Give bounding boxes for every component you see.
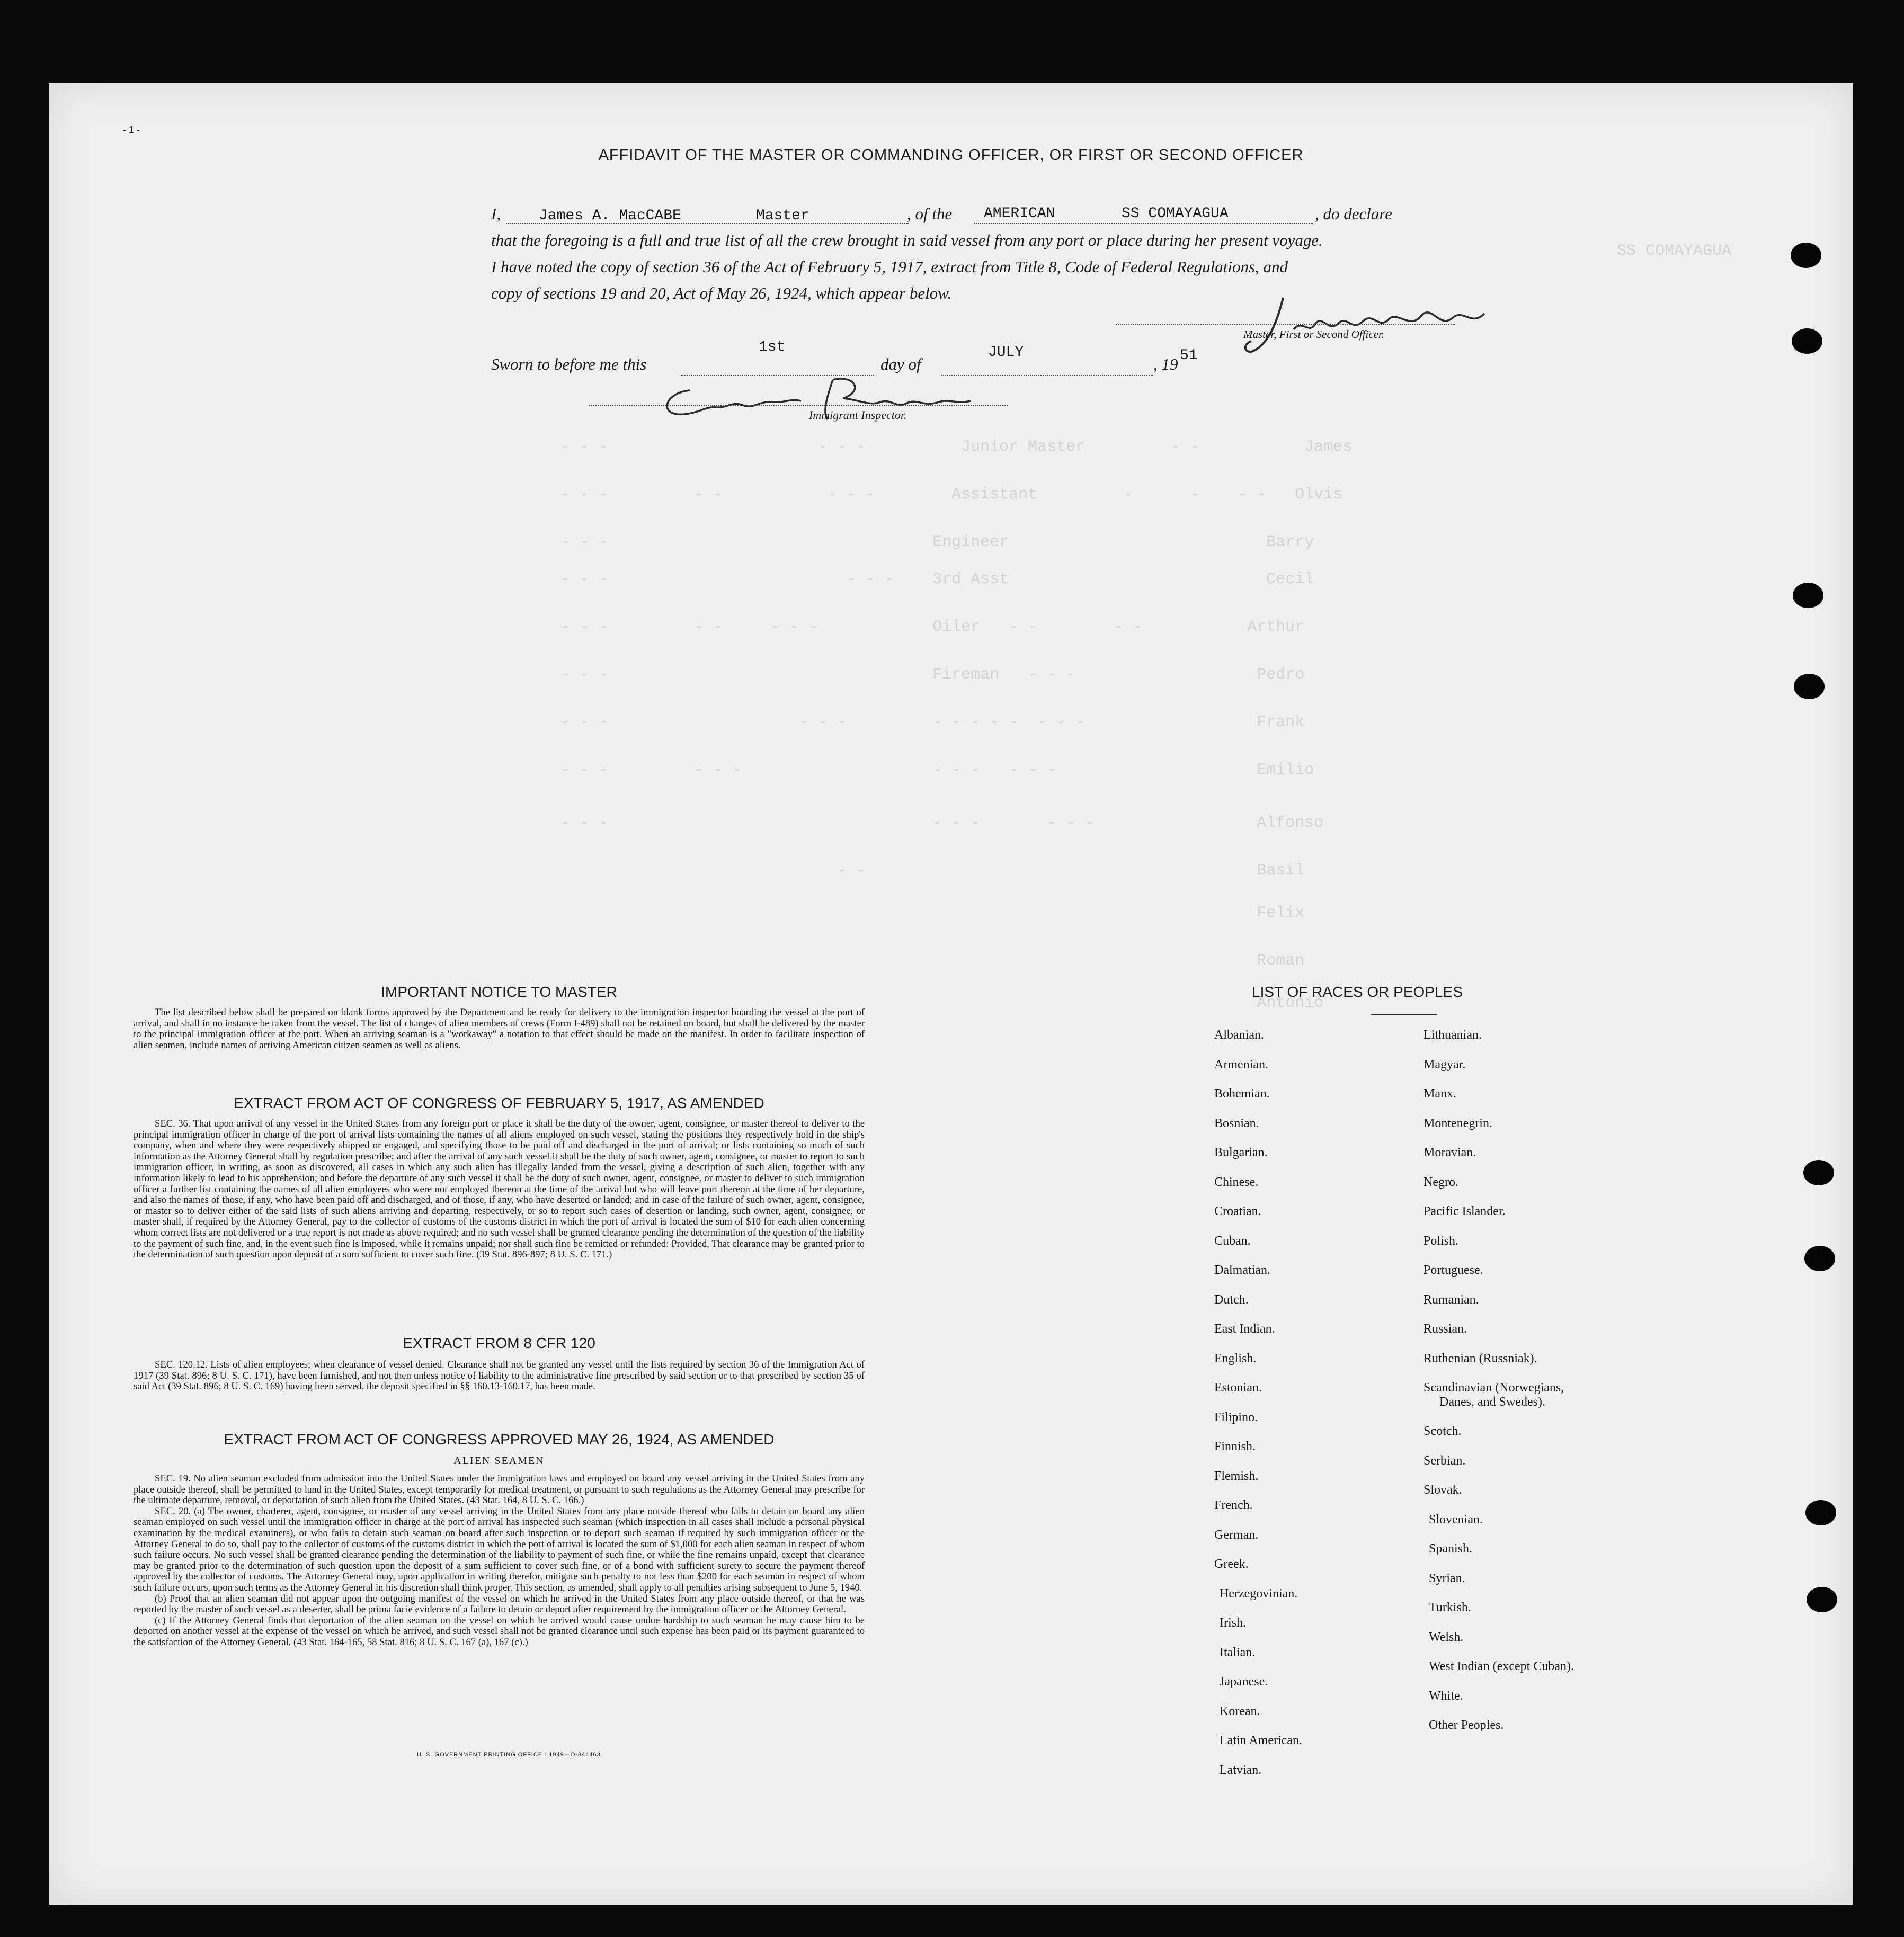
extract-1924-heading: EXTRACT FROM ACT OF CONGRESS APPROVED MAY 26, 1924, AS AMENDED [224, 1431, 775, 1448]
binder-hole [1805, 1500, 1836, 1525]
race-item: Spanish. [1429, 1542, 1473, 1556]
notice-text: The list described below shall be prepared on blank forms approved by the Department and be ready for delivery to the immigration inspector boarding the vessel at the port of arrival, and shall in no instance be taken from the vessel. The list of changes of alien members of crews (Form I-489) shall not be retained on board, but shall be delivered by the master to the principal immigration officer at the port. When an arriving seaman is a "workaway" a notation to that effect should be made on the manifest. In order to facilitate inspection of alien seamen, include names of arriving American citizen seamen as well as aliens. [134, 1007, 865, 1051]
race-item: Magyar. [1423, 1057, 1466, 1072]
extract-cfr-heading: EXTRACT FROM 8 CFR 120 [403, 1335, 595, 1351]
race-item: Other Peoples. [1429, 1718, 1504, 1733]
races-heading: LIST OF RACES OR PEOPLES [1252, 984, 1463, 1000]
race-item: Turkish. [1429, 1601, 1471, 1615]
printer-credit: U. S. GOVERNMENT PRINTING OFFICE : 1949—O-844463 [417, 1752, 601, 1758]
race-item: Chinese. [1214, 1175, 1259, 1189]
notice-section [134, 1007, 865, 1051]
binder-hole [1791, 243, 1821, 268]
binder-hole [1794, 674, 1825, 699]
race-item: Filipino. [1214, 1410, 1258, 1424]
race-item: Japanese. [1220, 1675, 1268, 1689]
inspector-signature-line [589, 405, 1008, 406]
race-item: Armenian. [1214, 1057, 1268, 1072]
extract-1924-section [134, 1474, 865, 1648]
race-item: Bosnian. [1214, 1116, 1259, 1130]
race-item: Lithuanian. [1423, 1028, 1482, 1042]
race-item: Polish. [1423, 1234, 1459, 1248]
sworn-month: JULY [988, 344, 1024, 361]
extract-1917-text: SEC. 36. That upon arrival of any vessel in the United States from any foreign port or place it shall be the duty of the owner, agent, consignee, or master thereof to deliver to the principal immigration officer in charge of the port of arrival lists containing the names of all aliens employed on such vessel, stating the positions they respectively hold in the ship's company, when and where they were respectively shipped or engaged, and specifying those to be paid off and discharged in the port of arrival; or lists containing so much of such information as the Attorney General shall by regulation prescribe; and after the arrival of any such vessel it shall be the duty of such owner, agent, consignee, or master to report to such immigration officer, in writing, as soon as discovered, all cases in which any such alien has illegally landed from the vessel, giving a description of such alien, together with any information likely to lead to his apprehension; and before the departure of any such vessel it shall be the duty of such owner, agent, consignee, or master to deliver to such immigration officer a further list containing the names of all alien employees who were not employed thereon at the time of the arrival but who will leave port thereon at the time of her departure, and also the names of those, if any, who have been paid off and discharged, and of those, if any, who have deserted or landed; and in case of the failure of such owner, agent, consignee, or master so to deliver either of the said lists of such aliens arriving and departing, respectively, or so to report such cases of desertion or landing, such owner, agent, consignee, or master shall, if required by the Attorney General, pay to the collector of customs of the customs district in which the port of arrival is located the sum of $10 for each alien concerning whom correct lists are not delivered or a true report is not made as above required; and no such vessel shall be granted clearance pending the determination of the question of the liability to the payment of such fine, and, in the event such fine is imposed, while it remains unpaid; nor shall such fine be remitted or refunded: Provided, That clearance may be granted prior to the determination of such question upon deposit of a sum sufficient to cover such fine. (39 Stat. 896-897; 8 U. S. C. 171.) [134, 1118, 865, 1261]
vessel-nationality: AMERICAN [984, 206, 1055, 222]
race-item: Manx. [1423, 1087, 1456, 1101]
race-item: Italian. [1220, 1645, 1256, 1659]
vessel-name: SS COMAYAGUA [1122, 206, 1229, 222]
race-item: Danes, and Swedes). [1439, 1395, 1545, 1409]
declaration-line-1 [491, 201, 1498, 227]
race-item: Korean. [1220, 1704, 1260, 1718]
race-item: Greek. [1214, 1557, 1249, 1571]
race-item: Bohemian. [1214, 1087, 1270, 1101]
alien-seamen-subheading: ALIEN SEAMEN [453, 1455, 545, 1467]
binder-hole [1807, 1587, 1837, 1612]
master-signature-line [1116, 324, 1455, 325]
race-item: Bulgarian. [1214, 1146, 1268, 1159]
i-label: I, [491, 204, 501, 223]
day-of-label: day of [880, 355, 921, 373]
master-rank: Master [756, 208, 809, 224]
race-item: Estonian. [1214, 1381, 1262, 1395]
declaration-line-2: that the foregoing is a full and true list of all the crew brought in said vessel from any port or place during her present voyage. [491, 231, 1323, 249]
race-item: Scotch. [1423, 1424, 1462, 1439]
race-item: Herzegovinian. [1220, 1586, 1298, 1601]
race-item: German. [1214, 1528, 1259, 1542]
sec19-text: SEC. 19. No alien seaman excluded from admission into the United States under the immigration laws and employed on board any vessel arriving in the United States from any place outside thereof, shall be permitted to land in the United States, except temporarily for medical treatment, or pursuant to such regulations as the Attorney General may prescribe for the ultimate departure, removal, or deportation of such alien from the United States. (43 Stat. 164, 8 U. S. C. 166.) [134, 1473, 865, 1506]
sworn-day: 1st [759, 339, 786, 355]
race-item: Dutch. [1214, 1292, 1249, 1307]
extract-1917-section [134, 1119, 865, 1261]
page-corner-mark: - 1 - [123, 124, 140, 135]
affidavit-declaration [491, 201, 1498, 307]
master-caption: Master, First or Second Officer. [1243, 328, 1384, 341]
binder-hole [1793, 583, 1823, 608]
race-item: Flemish. [1214, 1469, 1259, 1483]
do-declare-label: , do declare [1315, 204, 1393, 223]
race-item: Ruthenian (Russniak). [1423, 1351, 1537, 1365]
race-item: Scandinavian (Norwegians, [1423, 1381, 1564, 1395]
race-item: Cuban. [1214, 1234, 1251, 1248]
race-item: Syrian. [1429, 1571, 1465, 1585]
sworn-label: Sworn to before me this [491, 355, 647, 373]
inspector-caption: Immigrant Inspector. [809, 408, 907, 422]
race-item: Pacific Islander. [1423, 1204, 1506, 1218]
race-item: Albanian. [1214, 1028, 1264, 1042]
affidavit-title: AFFIDAVIT OF THE MASTER OR COMMANDING OFFICER, OR FIRST OR SECOND OFFICER [598, 147, 1304, 164]
race-item: Negro. [1423, 1175, 1458, 1189]
race-item: Croatian. [1214, 1204, 1261, 1218]
race-item: Welsh. [1429, 1630, 1464, 1644]
race-item: Irish. [1220, 1616, 1246, 1630]
declaration-line-3: I have noted the copy of section 36 of the Act of February 5, 1917, extract from Title 8, Code of Federal Regulations, and [491, 257, 1288, 276]
race-item: English. [1214, 1351, 1257, 1365]
race-item: Slovak. [1423, 1483, 1462, 1497]
of-the-label: , of the [907, 204, 953, 223]
race-item: Montenegrin. [1423, 1116, 1492, 1130]
race-item: White. [1429, 1689, 1463, 1703]
binder-hole [1792, 328, 1822, 354]
races-divider [1371, 1014, 1437, 1015]
race-item: Slovenian. [1429, 1512, 1483, 1527]
race-item: Latvian. [1220, 1763, 1262, 1777]
binder-hole [1804, 1246, 1835, 1271]
year-prefix: , 19 [1153, 355, 1178, 373]
sec20a-text: SEC. 20. (a) The owner, charterer, agent, consignee, or master of any vessel arriving in the United States from any place outside thereof who fails to detain on board any alien seaman employed on such vessel until the immigration officer in charge at the port of arrival has inspected such seaman (which inspection in all cases shall include a personal physical examination by the medical examiners), or who fails to detain such seaman on board after such inspection or to deport such seaman if required by such immigration officer or the Attorney General to do so, shall pay to the collector of customs of the customs district in which the port of arrival is located the sum of $1,000 for each alien seaman in respect of whom such failure occurs. No such vessel shall be granted clearance pending the determination of the liability to payment of such fine, or while the fine remains unpaid, except that clearance may be granted prior to the determination of such question upon the deposit of a sum sufficient to cover such fine, or of a bond with sufficient surety to secure the payment thereof approved by the collector of customs. The Attorney General may, upon application in writing therefor, mitigate such penalty to not less than $200 for each seaman in respect of whom such failure occurs, upon such terms as the Attorney General in his discretion shall think proper. This section, as amended, shall apply to all penalties arising subsequent to June 5, 1940. [134, 1505, 865, 1593]
race-item: Latin American. [1220, 1734, 1302, 1747]
document-sheet: - - - - - - Junior Master - - James - - - - - - - - Assistant - - - - Olvis - - - Engineer Barry - - - - - - 3rd Asst Cecil - - - - - - - - Oiler - - - - Arthur - - - Fireman - - - Pedro - - - - - - - - - - - - - - Frank - - - - - - - - - - - - Emilio - - - - - - - - - Alfonso - - Basil Felix Roman Antonio SS COMAYAGUA - 1 - AFFIDAVIT OF THE MASTER OR COMMANDING OFFICER, OR FIRST OR SECOND OFFICER I, James A. MacCABE Master , of the AMERICAN SS COMAYAGUA , do declare that the foregoing is a full and true list of all the crew brought in said vessel from any port or place during her present voyage. I have noted the copy of section 36 of the Act of February 5, 1917, extract from Title 8, Code of Federal Regulations, and copy of sections 19 and 20, Act of May 26, 1924, which appear below. Master, First or Second Officer. Sworn to before me this 1st day of JULY , 19 51 Immigrant Inspector. IMPORTANT NOTICE TO MASTER The list described below shall be prepared on blank forms approved by the Department and be ready for delivery to the immigration inspector boarding the vessel at the port of arrival, and shall in no instance be taken from the vessel. The list of changes of alien members of crews (Form I-489) shall not be retained on board, but shall be delivered by the master to the principal immigration officer at the port. When an arriving seaman is a "workaway" a notation to that effect should be made on the manifest. In order to facilitate inspection of alien seamen, include names of arriving American citizen seamen as well as aliens. EXTRACT FROM ACT OF CONGRESS OF FEBRUARY 5, 1917, AS AMENDED SEC. 36. That upon arrival of any vessel in the United States from any foreign port or place it shall be the duty of the owner, agent, consignee, or master thereof to deliver to the principal immigration officer in charge of the port of arrival lists containing the names of all aliens employed on such vessel, stating the positions they respectively hold in the ship's company, when and where they were respectively shipped or engaged, and specifying those to be paid off and discharged in the port of arrival; or lists containing so much of such information as the Attorney General shall by regulation prescribe; and after the arrival of any such vessel it shall be the duty of such owner, agent, consignee, or master to report to such immigration officer, in writing, as soon as discovered, all cases in which any such alien has illegally landed from the vessel, giving a description of such alien, together with any information likely to lead to his apprehension; and before the departure of any such vessel it shall be the duty of such owner, agent, consignee, or master to deliver to such immigration officer a further list containing the names of all alien employees who were not employed thereon at the time of the arrival but who will leave port thereon at the time of her departure, and also the names of those, if any, who have been paid off and discharged, and of those, if any, who have deserted or landed; and in case of the failure of such owner, agent, consignee, or master so to deliver either of the said lists of such aliens arriving and departing, respectively, or so to report such cases of desertion or landing, such owner, agent, consignee, or master shall, if required by the Attorney General, pay to the collector of customs of the customs district in which the port of arrival is located the sum of $10 for each alien concerning whom correct lists are not delivered or a true report is not made as above required; and no such vessel shall be granted clearance pending the determination of the question of the liability to the payment of such fine, and, in the event such fine is imposed, while it remains unpaid; nor shall such fine be remitted or refunded: Provided, That clearance may be granted prior to the determination of such question upon deposit of a sum sufficient to cover such fine. (39 Stat. 896-897; 8 U. S. C. 171.) EXTRACT FROM 8 CFR 120 SEC. 120.12. Lists of alien employees; when clearance of vessel denied. Clearance shall not be granted any vessel until the lists required by section 36 of the Immigration Act of 1917 (39 Stat. 896; 8 U. S. C. 171), have been furnished, and not then unless notice of liability to the administrative fine prescribed by said section or to that prescribed by section 35 of said Act (39 Stat. 896; 8 U. S. C. 169) having been served, the deposit specified in §§ 160.13-160.17, has been made. EXTRACT FROM ACT OF CONGRESS APPROVED MAY 26, 1924, AS AMENDED ALIEN SEAMEN SEC. 19. No alien seaman excluded from admission into the United States under the immigration laws and employed on board any vessel arriving in the United States from any place outside thereof, shall be permitted to land in the United States, except temporarily for medical treatment, or pursuant to such regulations as the Attorney General may prescribe for the ultimate departure, removal, or deportation of such alien from the United States. (43 Stat. 164, 8 U. S. C. 166.) SEC. 20. (a) The owner, charterer, agent, consignee, or master of any vessel arriving in the United States from any place outside thereof who fails to detain on board any alien seaman employed on such vessel until the immigration officer in charge at the port of arrival has inspected such seaman (which inspection in all cases shall include a personal physical examination by the medical examiners), or who fails to detain such seaman on board after such inspection or to deport such seaman if required by such immigration officer or the Attorney General to do so, shall pay to the collector of customs of the customs district in which the port of arrival is located the sum of $1,000 for each alien seaman in respect of whom such failure occurs. No such vessel shall be granted clearance pending the determination of the liability to payment of such fine, or while the fine remains unpaid, except that clearance may be granted prior to the determination of such question upon the deposit of a sum sufficient to cover such fine, or of a bond with sufficient surety to secure the payment thereof approved by the collector of customs. The Attorney General may, upon application in writing therefor, mitigate such penalty to not less than $200 for each seaman in respect of whom such failure occurs, upon such terms as the Attorney General in his discretion shall think proper. This section, as amended, shall apply to all penalties arising subsequent to June 5, 1940. (b) Proof that an alien seaman did not appear upon the outgoing manifest of the vessel on which he arrived in the United States from any place outside thereof, or that he was reported by the master of such vessel as a deserter, shall be prima facie evidence of a failure to detain or deport after requirement by the immigration officer or the Attorney General. (c) If the Attorney General finds that deportation of the alien seaman on the vessel on which he arrived would cause undue hardship to such seaman he may cause him to be deported on another vessel at the expense of the vessel on which he arrived, and such vessel shall not be granted clearance until such expense has been paid or its payment guaranteed to the satisfaction of the Attorney General. (43 Stat. 164-165, 58 Stat. 816; 8 U. S. C. 167 (a), 167 (c).) U. S. GOVERNMENT PRINTING OFFICE : 1949—O-844463 LIST OF RACES OR PEOPLES Albanian. Armenian. Bohemian. Bosnian. Bulgarian. Chinese. Croatian. Cuban. Dalmatian. Dutch. East Indian. English. Estonian. Filipino. Finnish. Flemish. French. German. Greek. Herzegovinian. Irish. Italian. Japanese. Korean. Latin American. Latvian. Lithuanian. Magyar. Manx. Montenegrin. Moravian. Negro. Pacific Islander. Polish. Portuguese. Rumanian. Russian. Ruthenian (Russniak). Scandinavian (Norwegians, Danes, and Swedes). Scotch. Serbian. Slovak. Slovenian. Spanish. Syrian. Turkish. Welsh. West Indian (except Cuban). White. Other Peoples. [49, 83, 1853, 1905]
extract-1917-heading: EXTRACT FROM ACT OF CONGRESS OF FEBRUARY 5, 1917, AS AMENDED [234, 1095, 764, 1111]
race-item: Russian. [1423, 1322, 1467, 1336]
race-item: Moravian. [1423, 1146, 1476, 1159]
sec20b-text: (b) Proof that an alien seaman did not appear upon the outgoing manifest of the vessel on which he arrived in the United States from any place outside thereof, or that he was reported by the master of such vessel as a deserter, shall be prima facie evidence of a failure to detain or deport after requirement by the immigration officer or the Attorney General. [134, 1593, 865, 1615]
binder-hole [1803, 1160, 1834, 1185]
race-item: Serbian. [1423, 1453, 1466, 1468]
race-item: Portuguese. [1423, 1263, 1483, 1277]
master-name: James A. MacCABE [539, 208, 681, 224]
race-item: Rumanian. [1423, 1292, 1479, 1307]
declaration-line-4: copy of sections 19 and 20, Act of May 26, 1924, which appear below. [491, 284, 952, 302]
sworn-year: 51 [1180, 347, 1198, 364]
race-item: Finnish. [1214, 1440, 1256, 1453]
extract-cfr-text: SEC. 120.12. Lists of alien employees; when clearance of vessel denied. Clearance shall not be granted any vessel until the lists required by section 36 of the Immigration Act of 1917 (39 Stat. 896; 8 U. S. C. 171), have been furnished, and not then unless notice of liability to the administrative fine prescribed by said section or to that prescribed by section 35 of said Act (39 Stat. 896; 8 U. S. C. 169) having been served, the deposit specified in §§ 160.13-160.17, has been made. [134, 1359, 865, 1393]
extract-cfr-section [134, 1360, 865, 1393]
notice-heading: IMPORTANT NOTICE TO MASTER [381, 984, 617, 1000]
sec20c-text: (c) If the Attorney General finds that deportation of the alien seaman on the vessel on which he arrived would cause undue hardship to such seaman he may cause him to be deported on another vessel at the expense of the vessel on which he arrived, and such vessel shall not be granted clearance until such expense has been paid or its payment guaranteed to the satisfaction of the Attorney General. (43 Stat. 164-165, 58 Stat. 816; 8 U. S. C. 167 (a), 167 (c).) [134, 1614, 865, 1648]
race-item: East Indian. [1214, 1322, 1275, 1336]
race-item: Dalmatian. [1214, 1263, 1270, 1277]
race-item: West Indian (except Cuban). [1429, 1659, 1574, 1674]
race-item: French. [1214, 1498, 1253, 1512]
